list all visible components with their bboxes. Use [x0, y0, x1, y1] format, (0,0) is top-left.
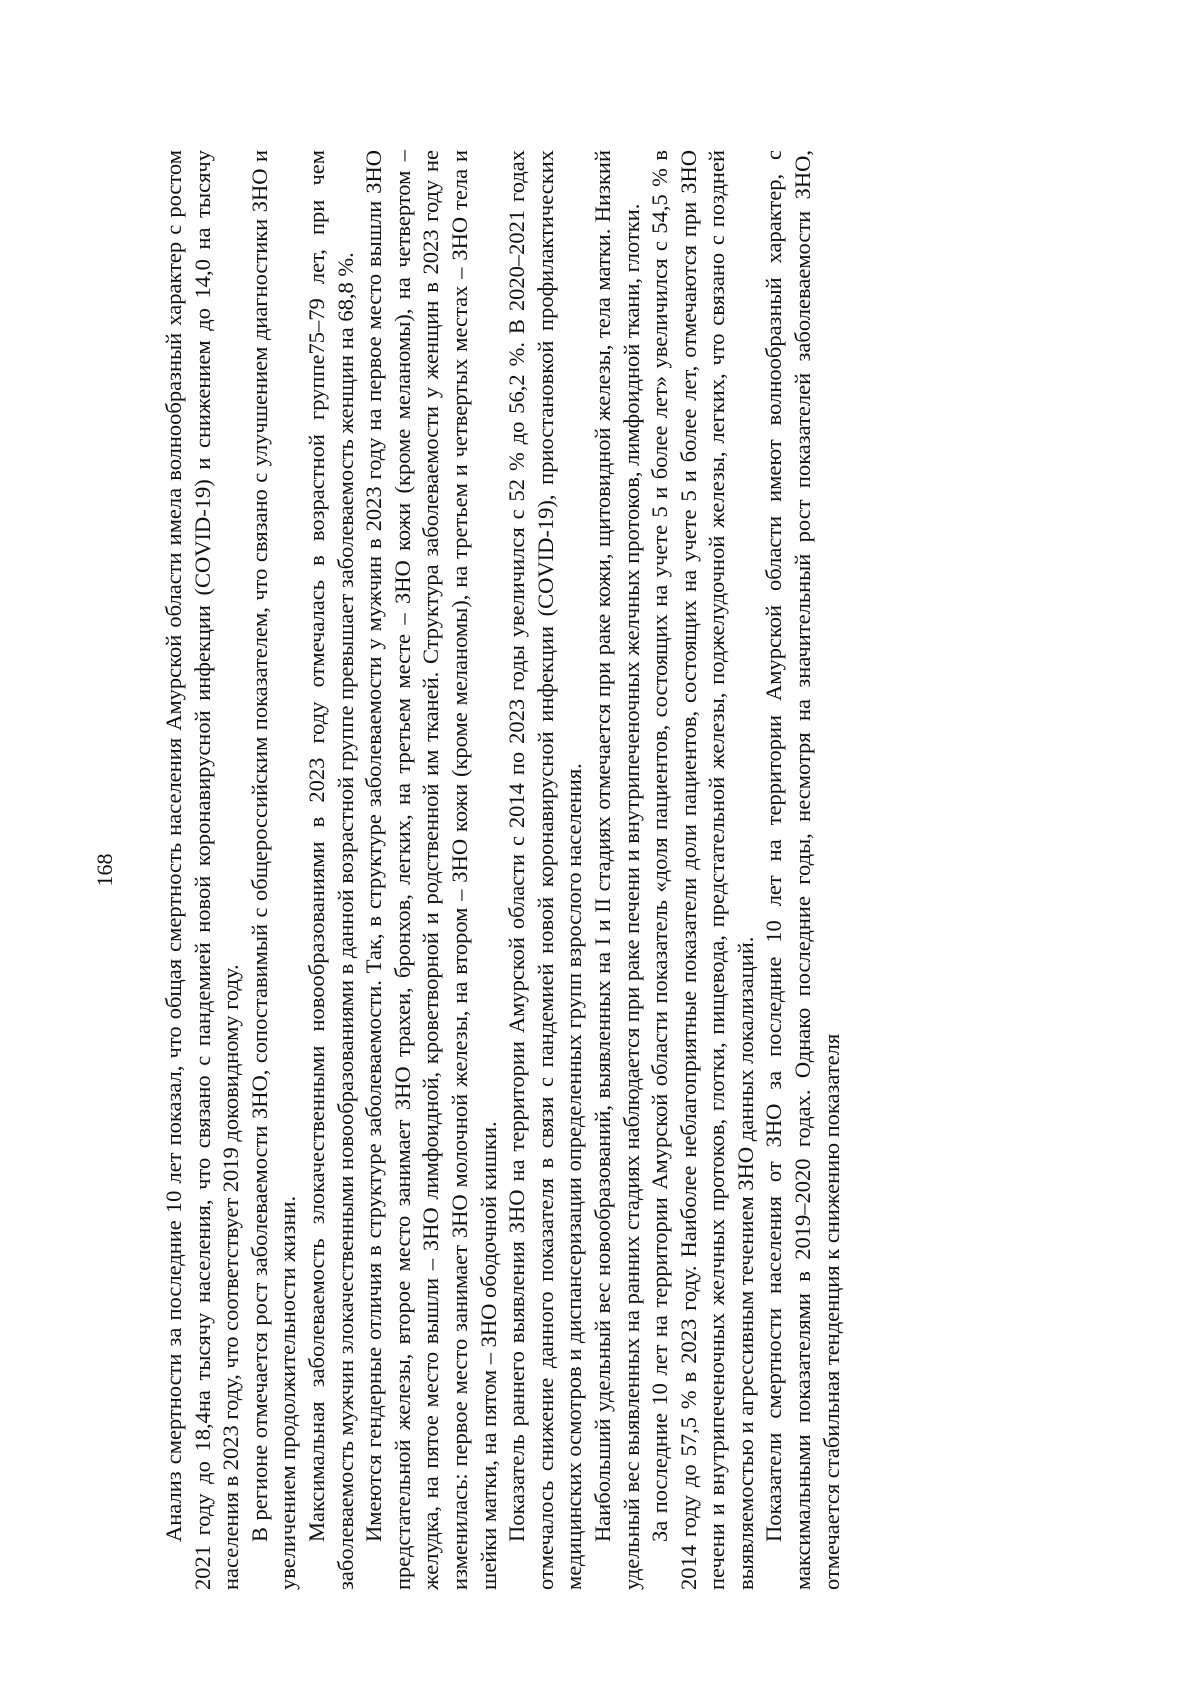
paragraph: За последние 10 лет на территории Амурской области показатель «доля пациентов, состоящих на учете 5 и более лет» увеличился с 54,5 % в 2014 году до 57,5 % в 2023 году. Наиболее неблагоприятные показатели доли пациентов, состоящих на учете 5 и более лет, отмечаются при ЗНО печени и внутрипеченочных желчных протоков, глотки, пищевода, предстательной железы, поджелудочной железы, легких, что связано с поздней выявляемостью и агрессивным течением ЗНО данных локализаций. — [647, 150, 758, 1590]
rotated-content — [92, 150, 1060, 1590]
page-number: 168 — [92, 853, 117, 887]
paragraph: Показатель раннего выявления ЗНО на территории Амурской области с 2014 по 2023 годы увеличился с 52 % до 56,2 %. В 2020–2021 годах отмечалось снижение данного показателя в связи с пандемией новой коронавирусной инфекции (COVID-19), приостановкой профилактических медицинских осмотров и диспансеризации определенных групп взрослого населения. — [504, 150, 587, 1590]
paragraph: Показатели смертности населения от ЗНО за последние 10 лет на территории Амурской области имеют волнообразный характер, с максимальными показателями в 2019–2020 годах. Однако последние годы, несмотря на значительный рост показателей заболеваемости ЗНО, отмечается стабильная тенденция к снижению показателя — [761, 150, 844, 1590]
paragraph: Максимальная заболеваемость злокачественными новообразованиями в 2023 году отмечалась в возрастной группе75–79 лет, при чем заболеваемость мужчин злокачественными новообразованиями в данной возрастной группе превышает заболеваемость женщин на 68,8 %. — [303, 150, 358, 1590]
paragraph: Анализ смертности за последние 10 лет показал, что общая смертность населения Амурской области имела волнообразный характер с ростом 2021 году до 18,4на тысячу населения, что связано с пандемией новой коронавирусной инфекции (COVID-19) и снижением до 14,0 на тысячу населения в 2023 году, что соответствует 2019 доковидному году. — [161, 150, 244, 1590]
body-text — [160, 150, 846, 1590]
paragraph: В регионе отмечается рост заболеваемости ЗНО, сопоставимый с общероссийским показателем, что связано с улучшением диагностики ЗНО и увеличением продолжительности жизни. — [246, 150, 301, 1590]
paragraph: Наибольший удельный вес новообразований, выявленных на I и II стадиях отмечается при раке кожи, щитовидной железы, тела матки. Низкий удельный вес выявленных на ранних стадиях наблюдается при раке печени и внутрипеченочных желчных протоков, лимфоидной ткани, глотки. — [589, 150, 644, 1590]
paragraph: Имеются гендерные отличия в структуре заболеваемости. Так, в структуре заболеваемости у мужчин в 2023 году на первое место вышли ЗНО предстательной железы, второе место занимает ЗНО трахеи, бронхов, легких, на третьем месте – ЗНО кожи (кроме меланомы), на четвертом – желудка, на пятое место вышли – ЗНО лимфоидной, кроветворной и родственной им тканей. Структура заболеваемости у женщин в 2023 году не изменилась: первое место занимает ЗНО молочной железы, на втором – ЗНО кожи (кроме меланомы), на третьем и четвертых местах – ЗНО тела и шейки матки, на пятом – ЗНО ободочной кишки. — [361, 150, 501, 1590]
